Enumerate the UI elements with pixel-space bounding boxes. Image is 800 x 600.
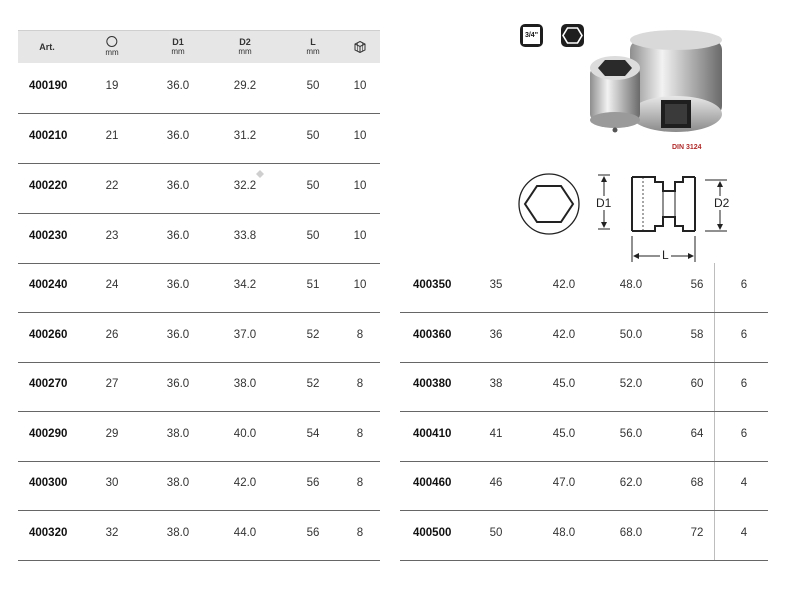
socket-size: 23: [105, 230, 119, 242]
socket-size: 22: [105, 180, 119, 192]
table-row: [400, 362, 768, 412]
pack-quantity: 10: [353, 230, 367, 242]
pack-quantity: 8: [356, 329, 364, 341]
drive-size-label: 3/4": [523, 27, 540, 44]
d2-value: 34.2: [233, 279, 257, 291]
table-row: [400, 263, 768, 313]
d1-value: 36.0: [166, 279, 190, 291]
pack-quantity: 6: [740, 378, 748, 390]
d2-value: 56.0: [619, 428, 643, 440]
table-row: [400, 461, 768, 511]
table-row: [18, 511, 380, 561]
dimension-d1-label: D1: [596, 196, 612, 210]
article-number: 400380: [413, 378, 452, 390]
pack-quantity: 8: [356, 527, 364, 539]
socket-size: 26: [105, 329, 119, 341]
socket-size: 38: [489, 378, 503, 390]
article-number: 400320: [29, 527, 68, 539]
diamond-marker-icon: [255, 169, 265, 179]
pack-quantity: 10: [353, 130, 367, 142]
length-value: 68: [690, 477, 704, 489]
d1-value: 36.0: [166, 180, 190, 192]
table-row: [18, 461, 380, 511]
dimension-l-label: L: [662, 248, 669, 262]
table-row: [18, 263, 380, 313]
socket-size: 41: [489, 428, 503, 440]
length-value: 58: [690, 329, 704, 341]
length-value: 56: [306, 477, 320, 489]
socket-dimension-drawing: [515, 168, 735, 268]
d2-value: 68.0: [619, 527, 643, 539]
d1-value: 36.0: [166, 329, 190, 341]
length-value: 72: [690, 527, 704, 539]
article-number: 400230: [29, 230, 68, 242]
pack-quantity: 8: [356, 477, 364, 489]
pack-quantity: 6: [740, 428, 748, 440]
pack-quantity: 6: [740, 329, 748, 341]
d2-value: 50.0: [619, 329, 643, 341]
article-number: 400260: [29, 329, 68, 341]
article-number: 400460: [413, 477, 452, 489]
length-value: 64: [690, 428, 704, 440]
d1-value: 36.0: [166, 230, 190, 242]
din-standard-label: DIN 3124: [672, 144, 702, 151]
socket-size: 27: [105, 378, 119, 390]
article-number: 400190: [29, 80, 68, 92]
col-header-d1: D1 mm: [171, 37, 185, 56]
pack-quantity: 10: [353, 180, 367, 192]
pack-quantity: 4: [740, 527, 748, 539]
d1-value: 48.0: [552, 527, 576, 539]
d2-value: 38.0: [233, 378, 257, 390]
length-value: 56: [306, 527, 320, 539]
table-header: [18, 30, 380, 63]
length-value: 50: [306, 180, 320, 192]
hexagon-icon: [561, 24, 584, 47]
length-value: 51: [306, 279, 320, 291]
table-row: [400, 511, 768, 561]
table-row: [18, 114, 380, 164]
d1-value: 45.0: [552, 428, 576, 440]
socket-size: 32: [105, 527, 119, 539]
d2-value: 37.0: [233, 329, 257, 341]
article-number: 400210: [29, 130, 68, 142]
socket-size-icon: [106, 36, 117, 47]
pack-quantity: 10: [353, 279, 367, 291]
article-number: 400350: [413, 279, 452, 291]
socket-size: 29: [105, 428, 119, 440]
length-value: 54: [306, 428, 320, 440]
d1-value: 45.0: [552, 378, 576, 390]
d1-value: 36.0: [166, 80, 190, 92]
table-row: [18, 64, 380, 114]
socket-size: 30: [105, 477, 119, 489]
col-header-d2: D2 mm: [238, 37, 252, 56]
article-number: 400240: [29, 279, 68, 291]
d2-value: 48.0: [619, 279, 643, 291]
table-row: [18, 313, 380, 363]
pack-quantity: 4: [740, 477, 748, 489]
length-value: 50: [306, 80, 320, 92]
package-cube-icon: [355, 31, 366, 63]
d2-value: 32.2: [233, 180, 257, 192]
col-header-art: Art.: [39, 42, 55, 52]
socket-size: 50: [489, 527, 503, 539]
table-row: [18, 164, 380, 214]
article-number: 400410: [413, 428, 452, 440]
length-value: 50: [306, 130, 320, 142]
table-row: [18, 214, 380, 264]
table-row: [18, 362, 380, 412]
length-value: 50: [306, 230, 320, 242]
d2-value: 31.2: [233, 130, 257, 142]
table-row: [400, 412, 768, 462]
article-number: 400270: [29, 378, 68, 390]
d1-value: 42.0: [552, 329, 576, 341]
table-row: [400, 313, 768, 363]
d2-value: 33.8: [233, 230, 257, 242]
length-value: 52: [306, 378, 320, 390]
d2-value: 40.0: [233, 428, 257, 440]
d1-value: 42.0: [552, 279, 576, 291]
length-value: 56: [690, 279, 704, 291]
d1-value: 36.0: [166, 130, 190, 142]
length-value: 52: [306, 329, 320, 341]
article-number: 400360: [413, 329, 452, 341]
pack-quantity: 10: [353, 80, 367, 92]
article-number: 400220: [29, 180, 68, 192]
d2-value: 42.0: [233, 477, 257, 489]
col-header-hex-size: mm: [105, 31, 118, 63]
pack-quantity: 8: [356, 378, 364, 390]
article-number: 400300: [29, 477, 68, 489]
socket-size: 21: [105, 130, 119, 142]
d1-value: 38.0: [166, 428, 190, 440]
socket-size: 19: [105, 80, 119, 92]
socket-photo: [582, 26, 732, 141]
length-value: 60: [690, 378, 704, 390]
d1-value: 38.0: [166, 477, 190, 489]
d1-value: 36.0: [166, 378, 190, 390]
pack-quantity: 8: [356, 428, 364, 440]
d1-value: 47.0: [552, 477, 576, 489]
dimension-d2-label: D2: [714, 196, 730, 210]
pack-quantity: 6: [740, 279, 748, 291]
article-number: 400290: [29, 428, 68, 440]
socket-size: 46: [489, 477, 503, 489]
d2-value: 52.0: [619, 378, 643, 390]
drive-size-badge: [520, 24, 543, 47]
socket-size: 36: [489, 329, 503, 341]
col-header-l: L mm: [306, 37, 320, 56]
article-number: 400500: [413, 527, 452, 539]
d2-value: 44.0: [233, 527, 257, 539]
socket-size: 35: [489, 279, 503, 291]
d2-value: 62.0: [619, 477, 643, 489]
table-row: [18, 412, 380, 462]
d2-value: 29.2: [233, 80, 257, 92]
d1-value: 38.0: [166, 527, 190, 539]
socket-size: 24: [105, 279, 119, 291]
